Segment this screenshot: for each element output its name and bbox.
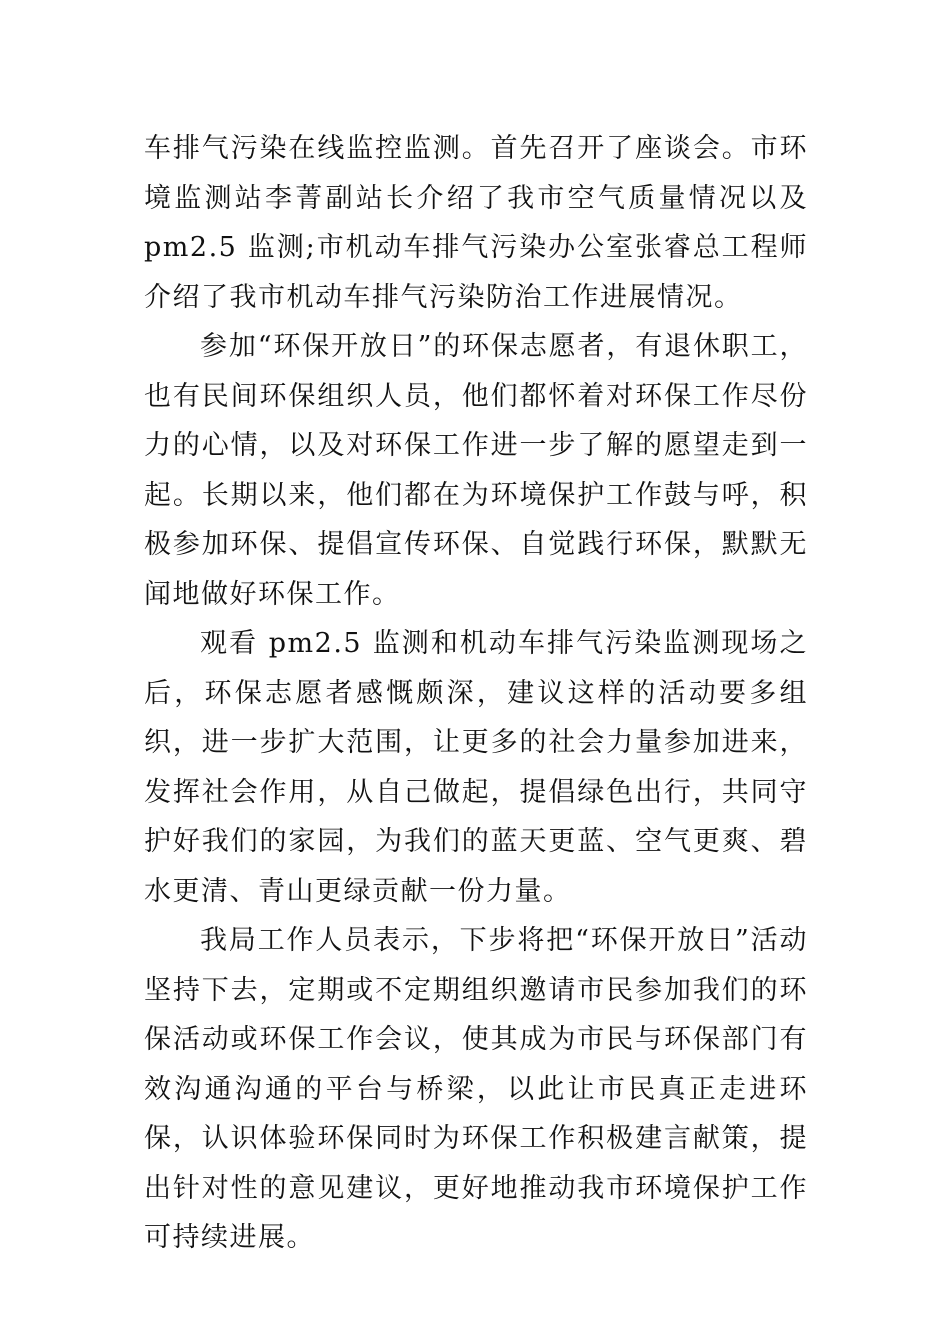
paragraph-site-visit: 观看 pm2.5 监测和机动车排气污染监测现场之后，环保志愿者感慨颇深，建议这样的活动要多组织，进一步扩大范围，让更多的社会力量参加进来，发挥社会作用，从自己做起，提倡绿色出行，共同守护好我们的家园，为我们的蓝天更蓝、空气更爽、碧水更清、青山更绿贡献一份力量。 bbox=[144, 628, 808, 907]
document-body bbox=[144, 124, 808, 1263]
paragraph-continued: 车排气污染在线监控监测。首先召开了座谈会。市环境监测站李菁副站长介绍了我市空气质量情况以及 pm2.5 监测;市机动车排气污染办公室张睿总工程师介绍了我市机动车排气污染防治工作进展情况。 bbox=[144, 133, 808, 313]
paragraph-future-plan: 我局工作人员表示，下步将把“环保开放日”活动坚持下去，定期或不定期组织邀请市民参加我们的环保活动或环保工作会议，使其成为市民与环保部门有效沟通沟通的平台与桥梁，以此让市民真正走进环保，认识体验环保同时为环保工作积极建言献策，提出针对性的意见建议，更好地推动我市环境保护工作可持续进展。 bbox=[144, 925, 808, 1253]
paragraph-volunteers: 参加“环保开放日”的环保志愿者，有退休职工，也有民间环保组织人员，他们都怀着对环保工作尽份力的心情，以及对环保工作进一步了解的愿望走到一起。长期以来，他们都在为环境保护工作鼓与呼，积极参加环保、提倡宣传环保、自觉践行环保，默默无闻地做好环保工作。 bbox=[144, 331, 808, 610]
